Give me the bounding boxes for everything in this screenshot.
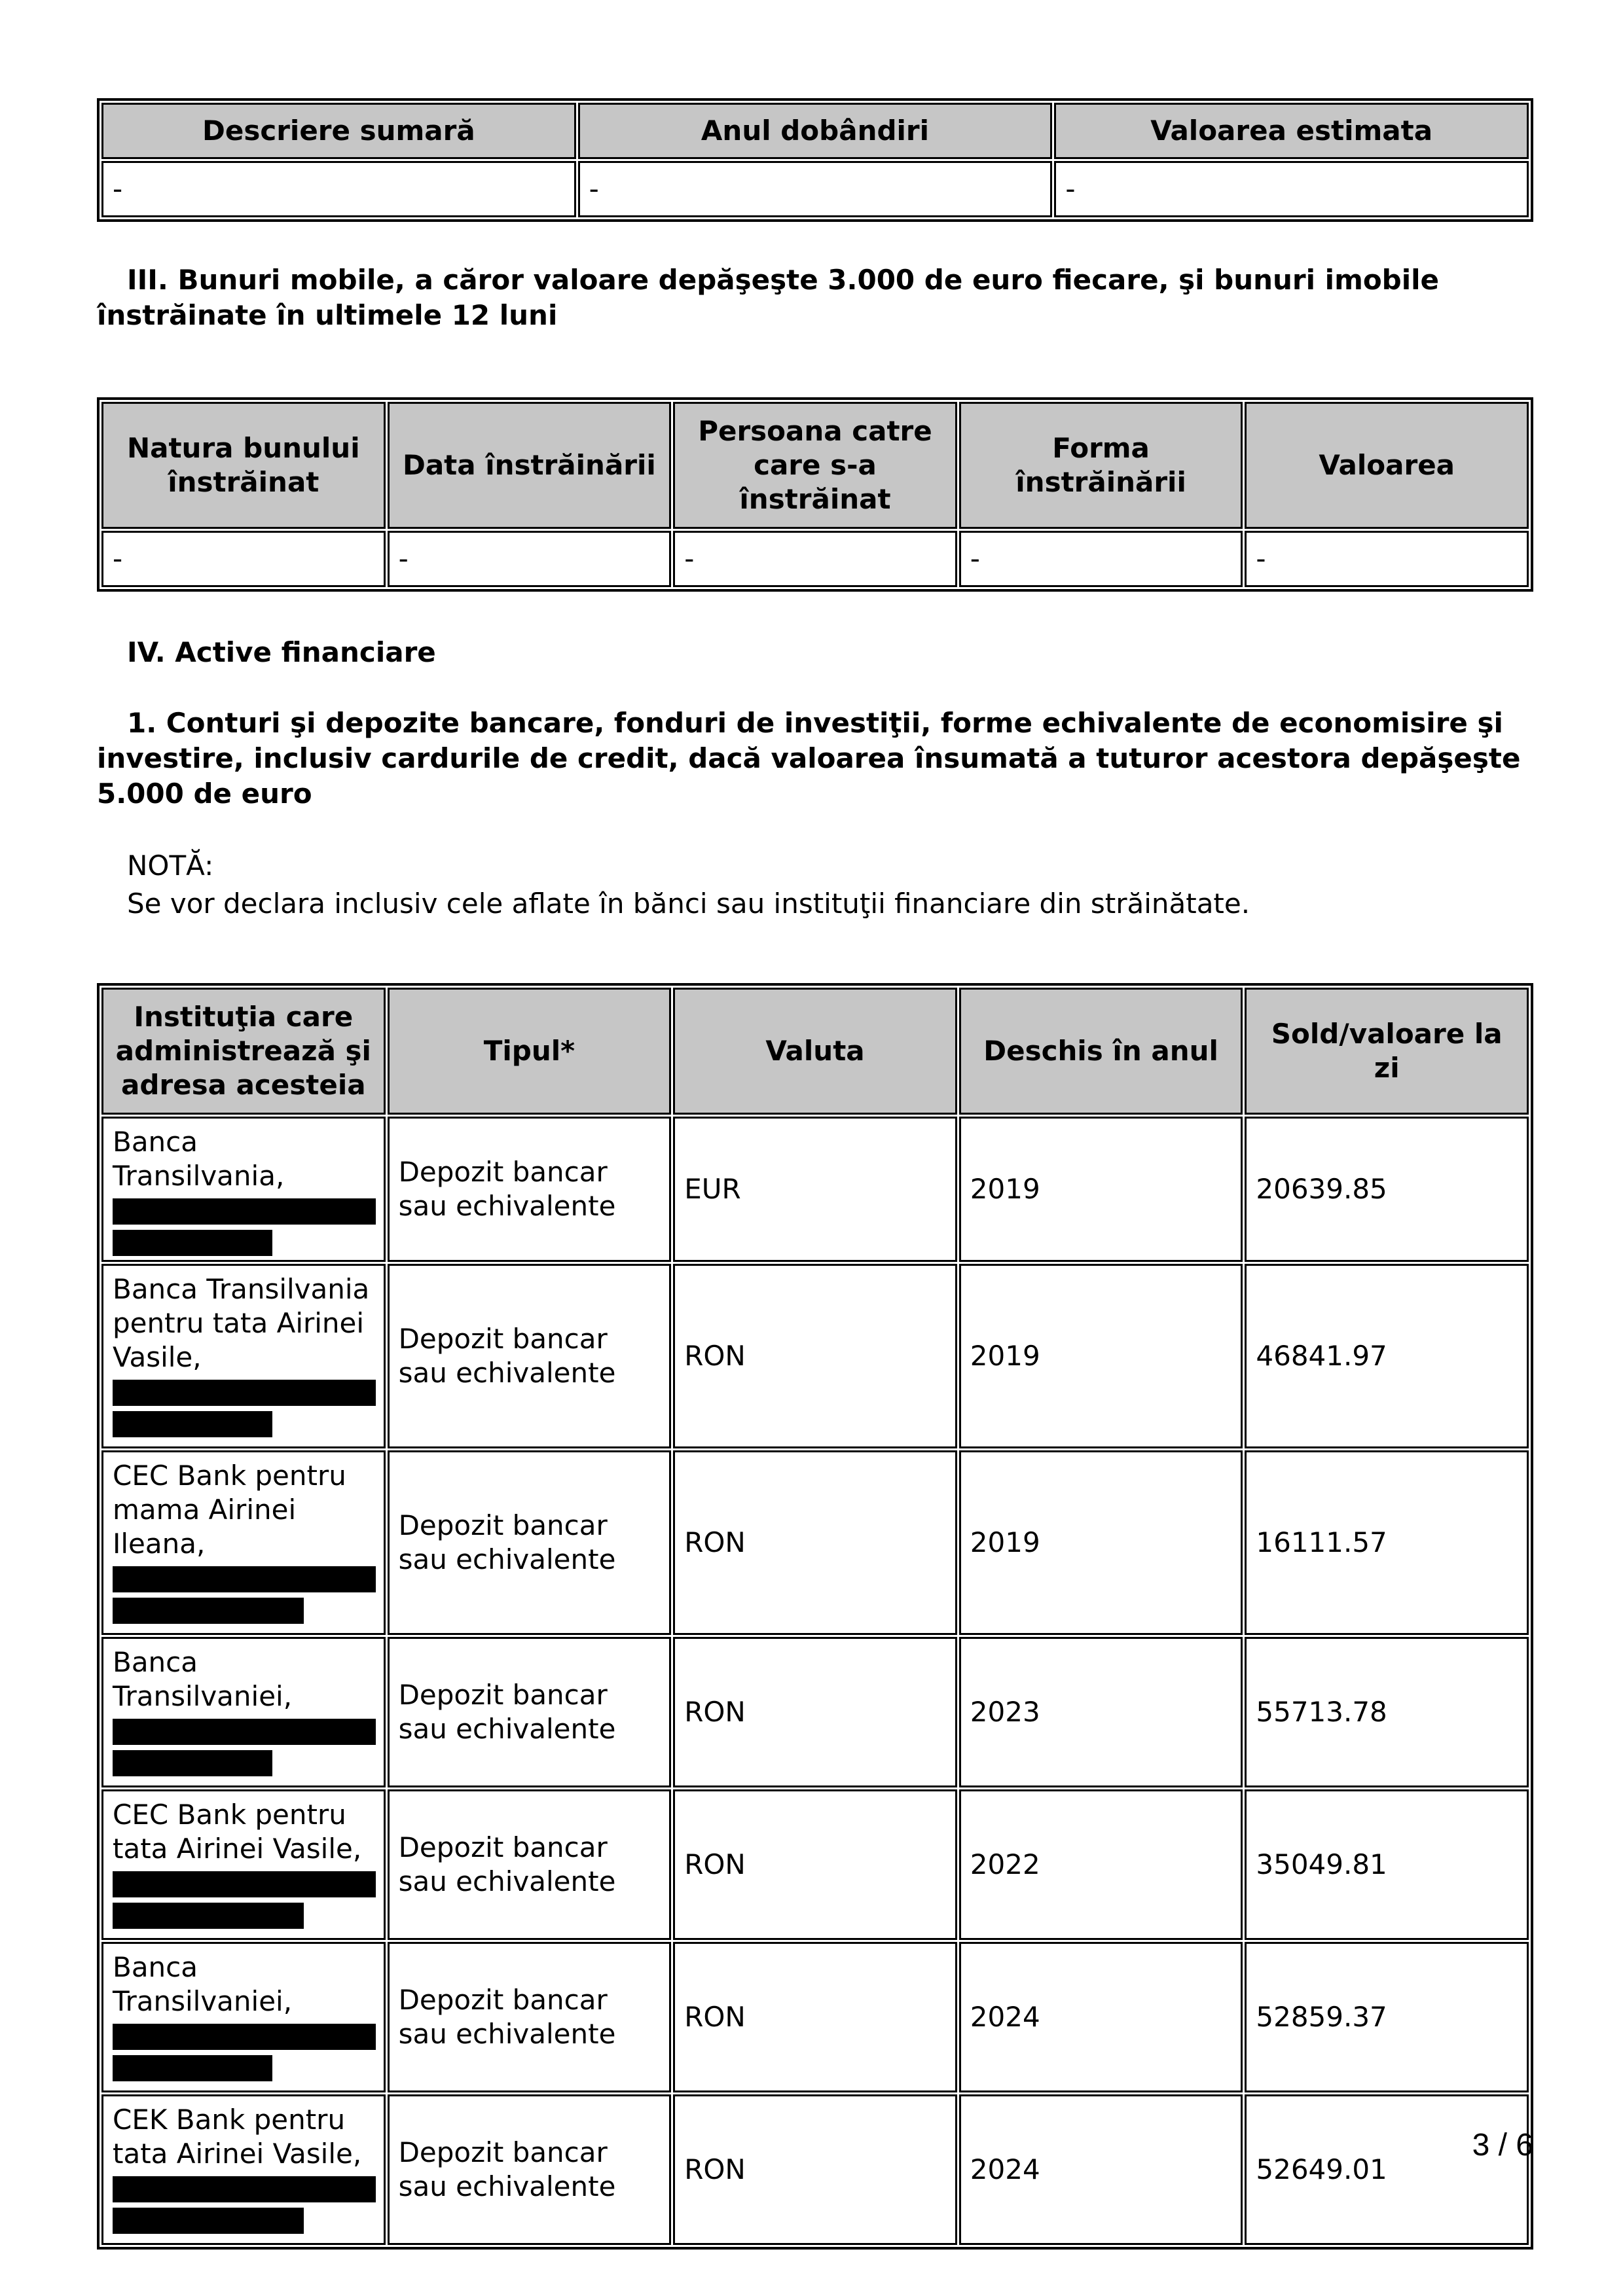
currency-cell: RON bbox=[673, 1789, 957, 1940]
section-4-title: IV. Active financiare bbox=[127, 636, 436, 668]
section-4-subtitle: 1. Conturi şi depozite bancare, fonduri de investiţii, forme echivalente de economisire şi investire, inclusiv cardurile de credit, dacă valoarea însumată a tuturor acestora depăşeşte 5.000 de euro bbox=[97, 707, 1521, 810]
redacted-address-line bbox=[113, 1380, 376, 1406]
redacted-address-line bbox=[113, 1719, 376, 1745]
institution-cell bbox=[101, 1942, 386, 2092]
type-cell: Depozit bancar sau echivalente bbox=[388, 1789, 672, 1940]
year-cell: 2023 bbox=[959, 1637, 1243, 1787]
table-row bbox=[101, 1637, 1529, 1787]
header-persoana: Persoana catre care s-a înstrăinat bbox=[673, 402, 957, 529]
redacted-address-line bbox=[113, 1411, 272, 1437]
institution-cell bbox=[101, 1637, 386, 1787]
institution-cell bbox=[101, 1789, 386, 1940]
year-cell: 2022 bbox=[959, 1789, 1243, 1940]
table-cell: - bbox=[959, 531, 1243, 587]
institution-name: Banca Transilvania pentru tata Airinei Vasile, bbox=[113, 1273, 370, 1373]
table-cell: - bbox=[578, 161, 1053, 217]
institution-cell bbox=[101, 1450, 386, 1635]
currency-cell: RON bbox=[673, 2094, 957, 2245]
header-valuta: Valuta bbox=[673, 988, 957, 1115]
redacted-address-line bbox=[113, 2176, 376, 2202]
year-cell: 2024 bbox=[959, 1942, 1243, 2092]
redacted-address-line bbox=[113, 1230, 272, 1256]
redacted-address-line bbox=[113, 1903, 304, 1929]
currency-cell: EUR bbox=[673, 1117, 957, 1262]
header-anul: Anul dobândiri bbox=[578, 103, 1053, 159]
page-number: 3 / 6 bbox=[1472, 2128, 1533, 2162]
table-row bbox=[101, 2094, 1529, 2245]
table-cell: - bbox=[673, 531, 957, 587]
table-bunuri-dobandite bbox=[97, 98, 1533, 222]
institution-cell bbox=[101, 2094, 386, 2245]
redacted-address-line bbox=[113, 1566, 376, 1592]
balance-cell: 55713.78 bbox=[1245, 1637, 1529, 1787]
institution-name: CEK Bank pentru tata Airinei Vasile, bbox=[113, 2104, 362, 2170]
redacted-address-line bbox=[113, 2055, 272, 2081]
currency-cell: RON bbox=[673, 1942, 957, 2092]
table-row bbox=[101, 1117, 1529, 1262]
table-row bbox=[101, 1942, 1529, 2092]
header-forma: Forma înstrăinării bbox=[959, 402, 1243, 529]
table-header-row bbox=[101, 402, 1529, 529]
table-cell: - bbox=[1245, 531, 1529, 587]
year-cell: 2019 bbox=[959, 1117, 1243, 1262]
currency-cell: RON bbox=[673, 1450, 957, 1635]
header-tipul: Tipul* bbox=[388, 988, 672, 1115]
redacted-address-line bbox=[113, 2024, 376, 2050]
note-text: Se vor declara inclusiv cele aflate în bănci sau instituţii financiare din străinătate. bbox=[127, 888, 1250, 920]
institution-cell bbox=[101, 1264, 386, 1448]
type-cell: Depozit bancar sau echivalente bbox=[388, 1942, 672, 2092]
table-cell: - bbox=[101, 531, 386, 587]
table-cell: - bbox=[388, 531, 672, 587]
header-valoarea: Valoarea estimata bbox=[1054, 103, 1529, 159]
table-header-row bbox=[101, 103, 1529, 159]
redacted-address-line bbox=[113, 1598, 304, 1624]
table-bunuri-instrainate bbox=[97, 397, 1533, 592]
header-deschis: Deschis în anul bbox=[959, 988, 1243, 1115]
balance-cell: 46841.97 bbox=[1245, 1264, 1529, 1448]
redacted-address-line bbox=[113, 2208, 304, 2234]
header-descriere: Descriere sumară bbox=[101, 103, 576, 159]
table-cell: - bbox=[101, 161, 576, 217]
table-row bbox=[101, 531, 1529, 587]
table-row bbox=[101, 1450, 1529, 1635]
year-cell: 2019 bbox=[959, 1264, 1243, 1448]
type-cell: Depozit bancar sau echivalente bbox=[388, 2094, 672, 2245]
header-data: Data înstrăinării bbox=[388, 402, 672, 529]
redacted-address-line bbox=[113, 1198, 376, 1225]
header-institutia: Instituţia care administrează şi adresa acesteia bbox=[101, 988, 386, 1115]
institution-name: Banca Transilvania, bbox=[113, 1126, 285, 1192]
redacted-address-line bbox=[113, 1750, 272, 1776]
balance-cell: 52649.01 bbox=[1245, 2094, 1529, 2245]
year-cell: 2024 bbox=[959, 2094, 1243, 2245]
institution-name: Banca Transilvaniei, bbox=[113, 1646, 293, 1712]
header-natura: Natura bunului înstrăinat bbox=[101, 402, 386, 529]
balance-cell: 16111.57 bbox=[1245, 1450, 1529, 1635]
balance-cell: 20639.85 bbox=[1245, 1117, 1529, 1262]
header-sold: Sold/valoare la zi bbox=[1245, 988, 1529, 1115]
table-row bbox=[101, 1789, 1529, 1940]
institution-name: CEC Bank pentru mama Airinei Ileana, bbox=[113, 1460, 346, 1560]
type-cell: Depozit bancar sau echivalente bbox=[388, 1637, 672, 1787]
currency-cell: RON bbox=[673, 1264, 957, 1448]
table-row bbox=[101, 161, 1529, 217]
year-cell: 2019 bbox=[959, 1450, 1243, 1635]
type-cell: Depozit bancar sau echivalente bbox=[388, 1117, 672, 1262]
redacted-address-line bbox=[113, 1871, 376, 1897]
institution-name: Banca Transilvaniei, bbox=[113, 1951, 293, 2017]
balance-cell: 35049.81 bbox=[1245, 1789, 1529, 1940]
document-page bbox=[97, 98, 1533, 2250]
balance-cell: 52859.37 bbox=[1245, 1942, 1529, 2092]
table-row bbox=[101, 1264, 1529, 1448]
type-cell: Depozit bancar sau echivalente bbox=[388, 1264, 672, 1448]
institution-cell bbox=[101, 1117, 386, 1262]
section-3-title: III. Bunuri mobile, a căror valoare depăşeşte 3.000 de euro fiecare, şi bunuri imobile înstrăinate în ultimele 12 luni bbox=[97, 264, 1440, 331]
currency-cell: RON bbox=[673, 1637, 957, 1787]
institution-name: CEC Bank pentru tata Airinei Vasile, bbox=[113, 1799, 362, 1865]
type-cell: Depozit bancar sau echivalente bbox=[388, 1450, 672, 1635]
table-header-row bbox=[101, 988, 1529, 1115]
table-cell: - bbox=[1054, 161, 1529, 217]
header-valoarea: Valoarea bbox=[1245, 402, 1529, 529]
table-conturi-bancare bbox=[97, 983, 1533, 2250]
note-label: NOTĂ: bbox=[127, 850, 214, 882]
